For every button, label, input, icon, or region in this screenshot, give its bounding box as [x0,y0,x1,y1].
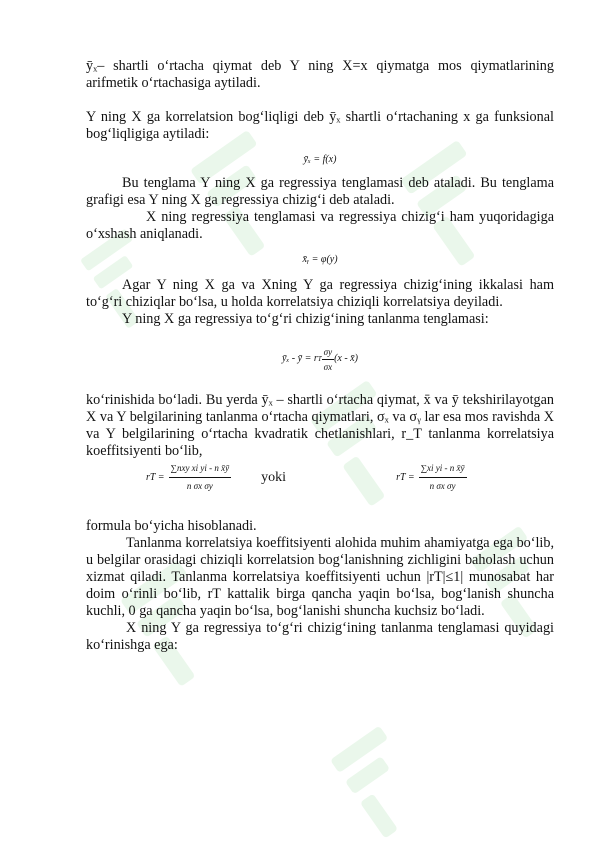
document-body [86,58,554,654]
paragraph-6: Y ning X ga regressiya to‘g‘ri chizig‘ining tanlanma tenglamasi: [122,311,489,327]
formula-sample-regression [86,342,554,376]
corr-formula-2 [419,460,467,495]
corr-formula-1 [169,460,232,495]
formula-rhs: (x - x̄) [334,353,358,364]
yoki-label: yoki [261,469,287,485]
formula-subscript: T [317,355,322,363]
formula-regression-yx: ȳₓ = f(x) [303,154,337,165]
sigma-denominator: σx [323,361,333,372]
paragraph-9: Tanlanma korrelatsiya koeffitsiyenti alohida muhim ahamiyatga ega bo‘lib, u belgilar orasidagi chiziqli korrelatsion bog‘lanishning zichligini baholash uchun xizmat qiladi. Tanlanma korrelatsiya koeffitsiyenti uchun |rT|≤1| munosabat har doim o‘rinli bo‘lib, rT kattalik birga qancha yaqin bo‘lsa, bog‘lanish shuncha kuchli, 0 ga qancha yaqin bo‘lsa, bog‘lanishi shuncha kuchsiz bo‘ladi. [86,535,554,619]
corr-formula-1-numerator: ∑nxy xi yi - n x̄ȳ [169,460,232,478]
paragraph-3: Bu tenglama Y ning X ga regressiya tenglamasi deb ataladi. Bu tenglama grafigi esa Y ning X ga regressiya chizig‘i deb ataladi. [86,175,554,208]
paragraph-5: Agar Y ning X ga va Xning Y ga regressiya chizig‘ining ikkalasi ham to‘g‘ri chiziqlar bo‘lsa, u holda korrelatsiya chiziqli korrelatsiya deyiladi. [86,277,554,310]
corr-formula-2-denominator: n σx σy [429,480,456,491]
corr-formula-2-numerator: ∑xi yi - n x̄ȳ [419,460,467,478]
sigma-numerator: σy [322,345,334,360]
corr-formula-1-denominator: n σx σy [186,480,213,491]
paragraph-1: ȳₓ– shartli o‘rtacha qiymat deb Y ning X=x qiymatga mos qiymatlarining arifmetik o‘rtachasiga aytiladi. [86,58,554,91]
correlation-formulas [86,460,554,494]
formula-regression-xy: x̄ᵧ = φ(y) [302,254,338,265]
paragraph-8: formula bo‘yicha hisoblanadi. [86,518,257,534]
corr-formula-2-lhs: rT = [396,471,415,483]
paragraph-7: ko‘rinishida bo‘ladi. Bu yerda ȳₓ – shartli o‘rtacha qiymat, x̄ va ȳ tekshirilayotgan X va Y belgilarining tanlanma o‘rtacha qiymatlari, σₓ va σᵧ lar esa mos ravishda X va Y belgilarining o‘rtacha kvadratik chetlanishlari, r_T tanlanma korrelatsiya koeffitsiyenti bo‘lib, [86,392,554,459]
formula-lhs: ȳₓ - ȳ = r [282,353,318,364]
paragraph-4: X ning regressiya tenglamasi va regressiya chizig‘i ham yuqoridagiga o‘xshash aniqlanadi. [86,209,554,242]
paragraph-2: Y ning X ga korrelatsion bog‘liqligi deb ȳₓ shartli o‘rtachaning x ga funksional bog‘liqligiga aytiladi: [86,109,554,142]
sigma-fraction [322,345,334,374]
corr-formula-1-lhs: rT = [146,471,165,483]
paragraph-10: X ning Y ga regressiya to‘g‘ri chizig‘ining tanlanma tenglamasi quyidagi ko‘rinishga ega: [86,620,554,653]
